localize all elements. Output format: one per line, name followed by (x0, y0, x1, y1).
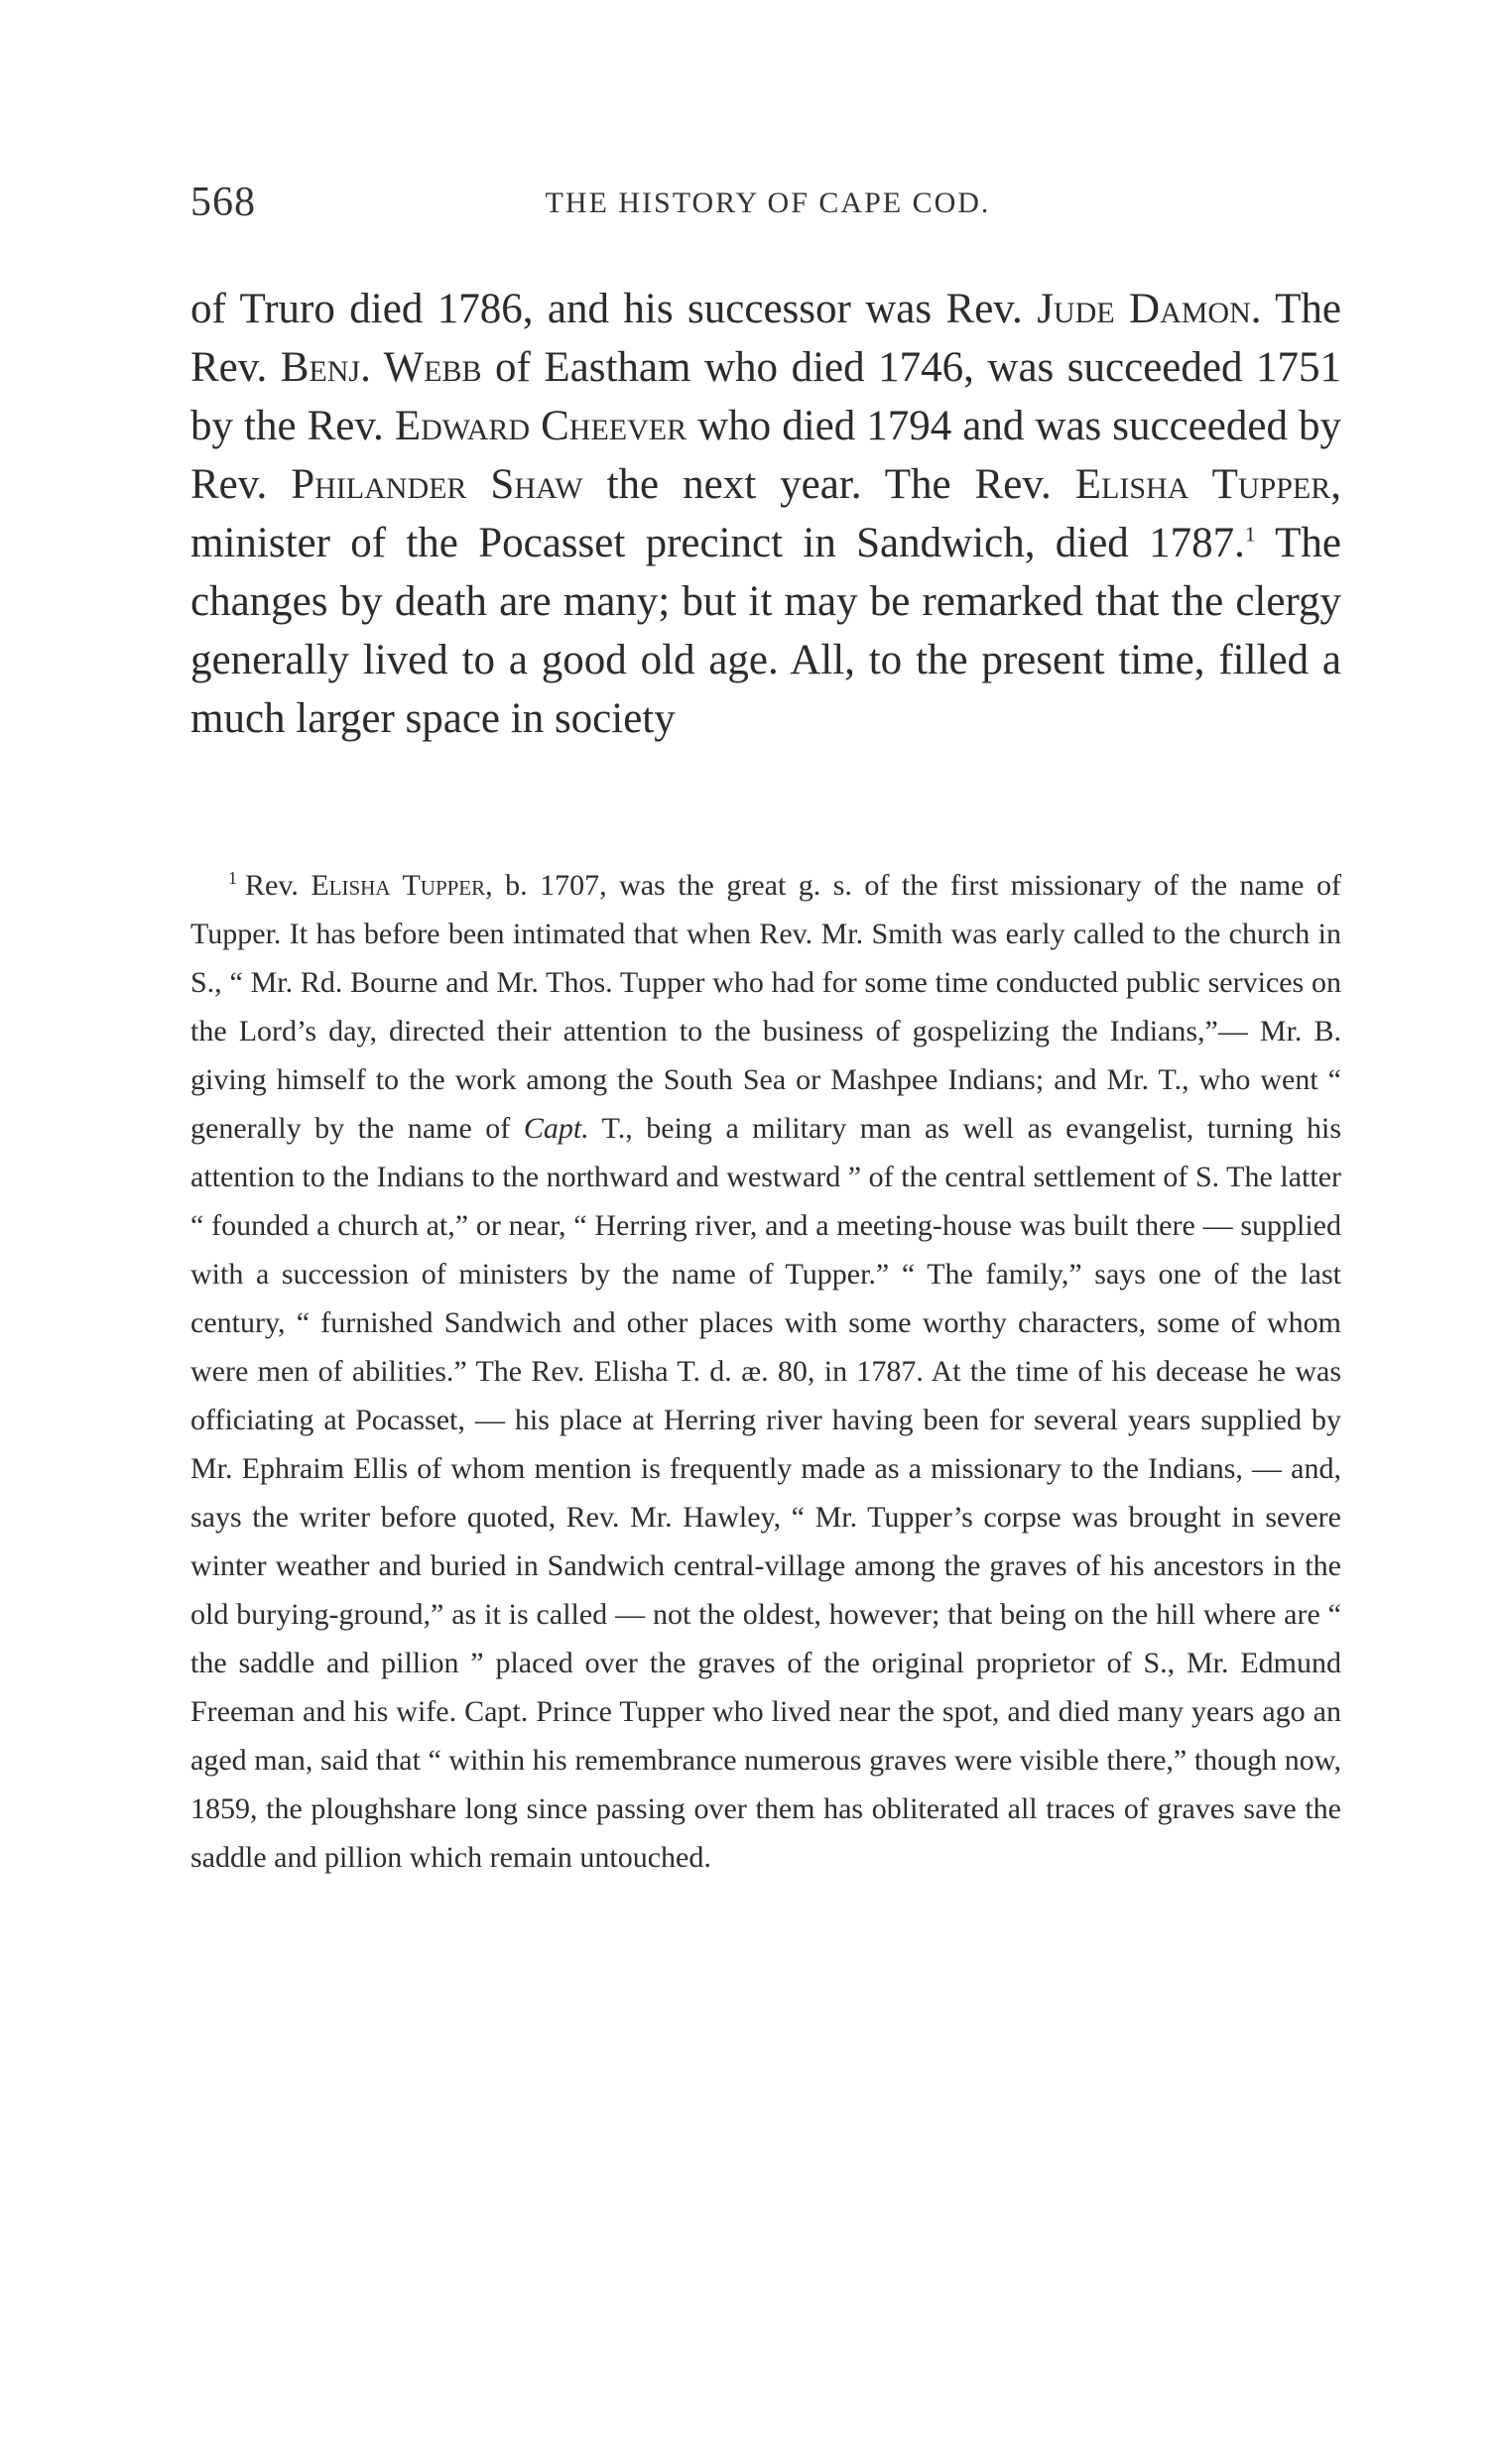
person-name: Elisha Tupper (311, 869, 486, 902)
text-segment: Rev. (245, 869, 312, 902)
person-name: Philander Shaw (291, 461, 583, 508)
text-segment: , minister of the Pocasset precinct in Sandwich, died 1787. (190, 461, 1341, 566)
footnote-paragraph (190, 861, 1341, 1882)
main-text (190, 280, 1341, 748)
italic-text: Capt. (523, 1112, 589, 1145)
text-segment: T., being a military man as well as evangelist, turning his attention to the Indians to the northward and westward ” of the central settlement of S. The latter “ founded a church at,” or near, “ Herring river, and a meeting-house was built there — supplied with a succession of ministers by the name of Tupper.” “ The family,” says one of the last century, “ furnished Sandwich and other places with some worthy characters, some of whom were men of abilities.” The Rev. Elisha T. d. æ. 80, in 1787. At the time of his decease he was officiating at Pocasset, — his place at Herring river having been for several years supplied by Mr. Ephraim Ellis of whom mention is frequently made as a missionary to the Indians, — and, says the writer before quoted, Rev. Mr. Hawley, “ Mr. Tupper’s corpse was brought in severe winter weather and buried in Sandwich central-village among the graves of his ancestors in the old burying-ground,” as it is called — not the oldest, however; that being on the hill where are “ the saddle and pillion ” placed over the graves of the original proprietor of S., Mr. Edmund Freeman and his wife. Capt. Prince Tupper who lived near the spot, and died many years ago an aged man, said that “ within his remembrance numerous graves were visible there,” though now, 1859, the ploughshare long since passing over them has obliterated all traces of graves save the saddle and pillion which remain untouched. (190, 1112, 1341, 1874)
person-name: Jude Damon (1037, 286, 1251, 332)
text-segment: of Eastham who died 1746, was succeeded 1751 by the Rev. (190, 344, 1341, 449)
page-number: 568 (190, 180, 256, 225)
footnote-reference: 1 (1244, 522, 1256, 547)
person-name: Elisha Tupper (1074, 461, 1331, 508)
page-header (190, 179, 1345, 238)
text-segment: of Truro died 1786, and his successor was Rev. (190, 286, 1038, 332)
person-name: Benj. Webb (280, 344, 482, 391)
text-segment: who died 1794 and was succeeded by Rev. (190, 403, 1341, 508)
text-segment: The changes by death are many; but it may be remarked that the clergy generally lived to a good old age. All, to the present time, filled a much larger space in society (190, 520, 1341, 742)
text-segment: , b. 1707, was the great g. s. of the first missionary of the name of Tupper. It has before been intimated that when Rev. Mr. Smith was early called to the church in S., “ Mr. Rd. Bourne and Mr. Thos. Tupper who had for some time conducted public services on the Lord’s day, directed their attention to the business of gospelizing the Indians,”— Mr. B. giving himself to the work among the South Sea or Mashpee Indians; and Mr. T., who went “ generally by the name of (190, 869, 1341, 1145)
text-segment: . The Rev. (190, 286, 1342, 391)
footnote-marker: 1 (228, 868, 237, 888)
main-paragraph (190, 280, 1341, 748)
footnote (190, 861, 1341, 1882)
person-name: Edward Cheever (394, 403, 688, 449)
text-segment: the next year. The Rev. (582, 461, 1075, 508)
running-head: THE HISTORY OF CAPE COD. (545, 186, 991, 219)
